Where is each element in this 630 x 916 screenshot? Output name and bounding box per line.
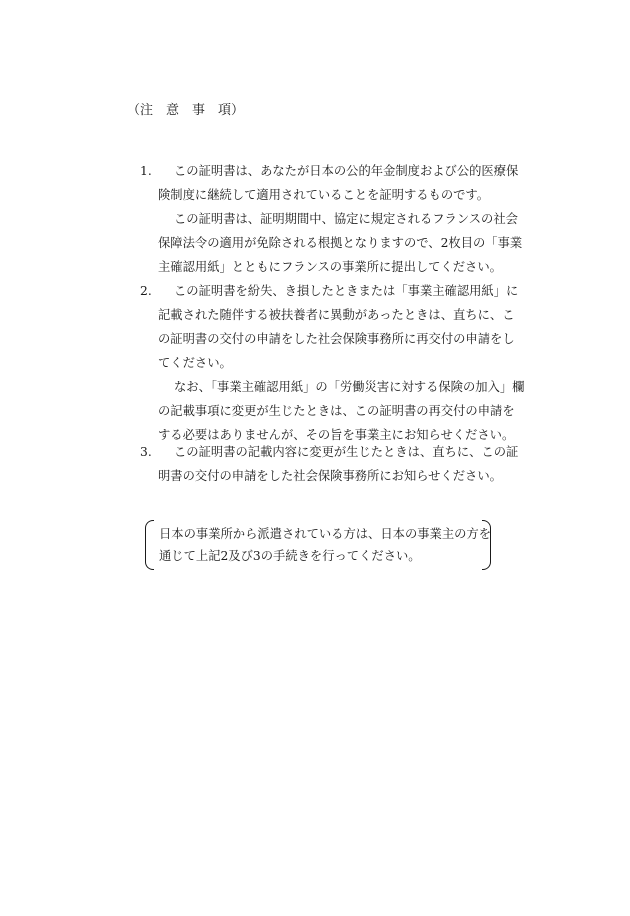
item-line: てください。 <box>158 356 232 370</box>
item-line: する必要はありませんが、その旨を事業主にお知らせください。 <box>158 428 515 442</box>
item-line: 明書の交付の申請をした社会保険事務所にお知らせください。 <box>158 469 502 483</box>
item-line: なお、「事業主確認用紙」の「労働災害に対する保険の加入」欄 <box>174 380 525 394</box>
item-line: この証明書は、証明期間中、協定に規定されるフランスの社会 <box>174 212 518 226</box>
note-line: 通じて上記2及び3の手続きを行ってください。 <box>159 549 421 563</box>
item-line: 険制度に継続して適用されていることを証明するものです。 <box>158 188 490 202</box>
item-line: 保障法令の適用が免除される根拠となりますので、2枚目の「事業 <box>158 236 523 250</box>
item-line: の証明書の交付の申請をした社会保険事務所に再交付の申請をし <box>158 332 515 346</box>
note-line: 日本の事業所から派遣されている方は、日本の事業主の方を <box>159 527 492 541</box>
item-line: 主確認用紙」とともにフランスの事業所に提出してください。 <box>158 260 502 274</box>
item-line: 記載された随伴する被扶養者に異動があったときは、直ちに、こ <box>158 308 515 322</box>
item-line: この証明書は、あなたが日本の公的年金制度および公的医療保 <box>174 164 519 178</box>
item-number: 2. <box>140 284 152 298</box>
item-line: この証明書の記載内容に変更が生じたときは、直ちに、この証 <box>174 445 519 459</box>
left-bracket <box>145 520 154 570</box>
item-number: 3. <box>140 445 152 459</box>
item-line: この証明書を紛失、き損したときまたは「事業主確認用紙」に <box>174 284 519 298</box>
page-title: （注 意 事 項） <box>127 103 245 118</box>
item-number: 1. <box>140 164 152 178</box>
dispatch-note <box>145 520 491 568</box>
item-line: の記載事項に変更が生じたときは、この証明書の再交付の申請を <box>158 404 515 418</box>
